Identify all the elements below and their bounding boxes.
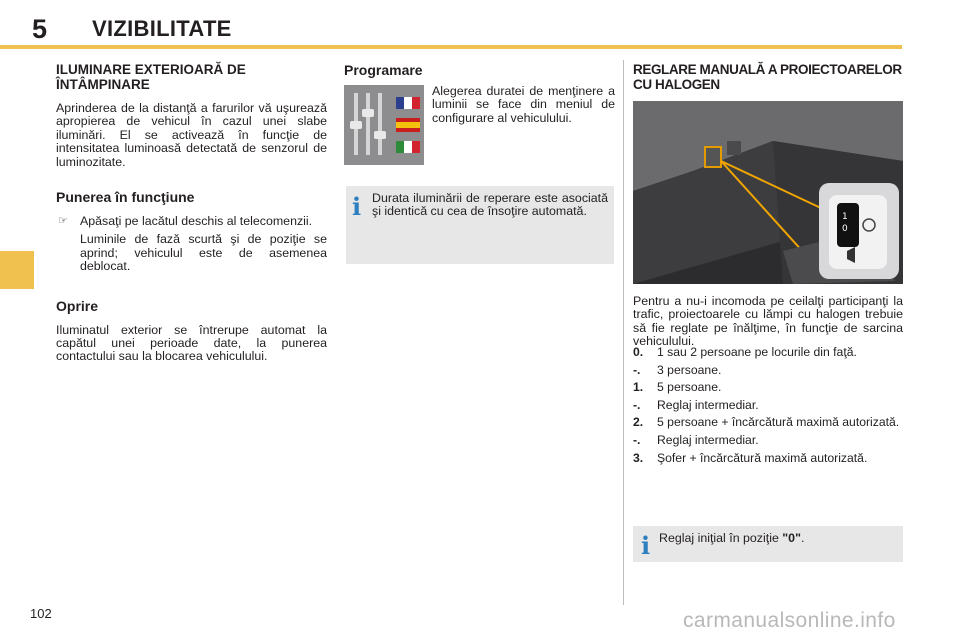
chapter-title: VIZIBILITATE: [92, 16, 232, 41]
programming-heading: Programare: [344, 62, 423, 78]
programming-section: [344, 62, 615, 78]
dial-mark-1: 1: [842, 212, 848, 222]
switch-off-text: Iluminatul exterior se întrerupe automat la capătul unei perioade date, la punerea contactului sau la blocarea vehiculului.: [56, 322, 327, 364]
info-icon: i: [641, 531, 651, 560]
position-text: 5 persoane + încărcătură maximă autorizată.: [657, 415, 900, 430]
configuration-menu-icon: [344, 85, 424, 165]
switch-on-heading: Punerea în funcţiune: [56, 189, 195, 206]
welcome-lighting-intro: Aprinderea de la distanţă a farurilor vă uşurează apropierea de vehicul în cazul unei slabe iluminări. El se activează în funcţie de intensitatea luminoasă detectată de senzorul de luminozitate.: [56, 101, 327, 169]
load-position-item: [633, 364, 903, 378]
hand-pointer-icon: ☞: [58, 215, 68, 228]
info-box-initial-setting: [633, 526, 903, 562]
position-text: 5 persoane.: [657, 380, 722, 395]
position-key: 3.: [633, 450, 644, 465]
info-icon: i: [352, 192, 362, 221]
welcome-lighting-section: [56, 62, 327, 364]
header-rule: [0, 45, 902, 49]
load-position-item: [633, 434, 903, 448]
switch-on-step-text: Apăsaţi pe lacătul deschis al telecomenzii.: [80, 214, 313, 229]
dial-mark-0: 0: [842, 224, 848, 234]
load-position-item: [633, 399, 903, 413]
info-duration-text: Durata iluminării de reperare este asociată şi identică cu cea de însoţire automată.: [372, 191, 608, 219]
headlamp-adjust-heading: REGLARE MANUALĂ A PROIECTOARELOR CU HALOGEN: [633, 62, 902, 92]
info-box-duration: [346, 186, 614, 264]
load-position-item: [633, 452, 903, 466]
load-position-item: [633, 416, 903, 430]
initial-setting-suffix: .: [800, 531, 805, 545]
load-position-item: [633, 346, 903, 360]
position-text: Reglaj intermediar.: [657, 432, 759, 447]
switch-on-list: [56, 215, 327, 274]
initial-setting-value: "0": [782, 531, 801, 545]
position-text: Reglaj intermediar.: [657, 397, 759, 412]
position-key: 1.: [633, 380, 644, 395]
position-key: 0.: [633, 345, 644, 359]
load-position-item: [633, 381, 903, 395]
position-key: -.: [633, 432, 641, 447]
load-positions-list: [633, 346, 903, 469]
position-text: 1 sau 2 persoane pe locurile din faţă.: [657, 345, 857, 359]
switch-on-step: [56, 215, 327, 228]
welcome-lighting-heading: ILUMINARE EXTERIOARĂ DE ÎNTÂMPINARE: [56, 62, 246, 92]
page-number: 102: [30, 606, 52, 621]
position-text: 3 persoane.: [657, 362, 722, 377]
position-key: -.: [633, 397, 641, 412]
position-key: -.: [633, 362, 641, 377]
programming-text: Alegerea duratei de menţinere a luminii se face din meniul de configurare al vehiculului.: [432, 84, 615, 125]
chapter-side-tab: [0, 251, 34, 289]
switch-off-heading: Oprire: [56, 297, 99, 314]
initial-setting-text: [659, 532, 897, 545]
chapter-number: 5: [32, 14, 48, 44]
headlamp-adjust-section: [633, 62, 903, 92]
dashboard-photo: [633, 101, 903, 284]
switch-on-result-text: Luminile de fază scurtă şi de poziţie se aprind; vehiculul este de asemenea deblocat.: [80, 232, 327, 274]
initial-setting-prefix: Reglaj iniţial în poziţie: [659, 531, 783, 545]
position-key: 2.: [633, 415, 644, 430]
switch-on-step-continuation: [56, 233, 327, 273]
watermark: carmanualsonline.info: [683, 609, 896, 632]
headlamp-adjust-intro: Pentru a nu-i incomoda pe ceilalţi participanţi la trafic, proiectoarele cu lămpi cu halogen trebuie să fie reglate pe înălţime, în funcţie de sarcina vehiculului.: [633, 294, 903, 349]
column-divider: [623, 60, 624, 605]
position-text: Şofer + încărcătură maximă autorizată.: [657, 450, 868, 465]
